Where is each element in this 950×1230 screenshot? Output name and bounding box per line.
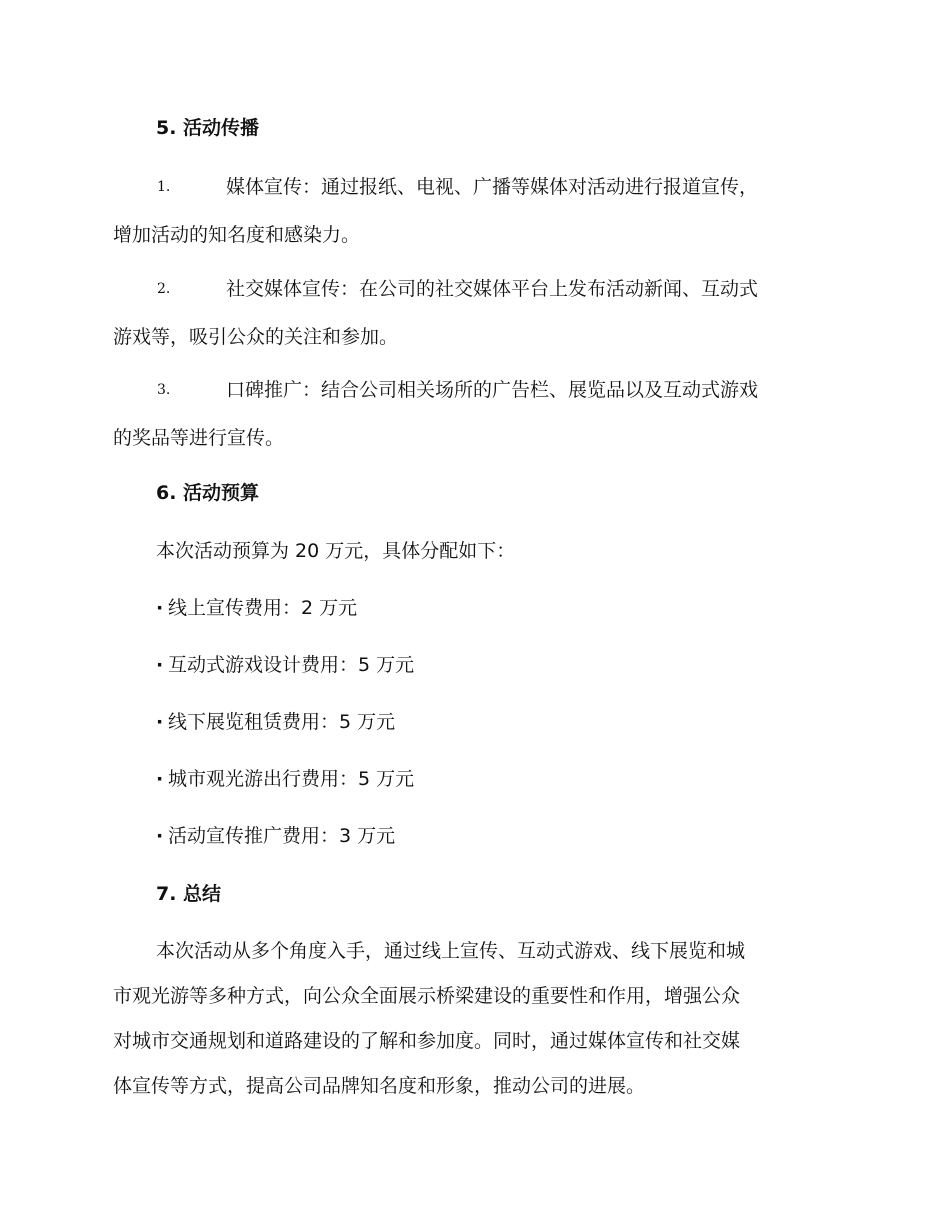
item-text-line1: 社交媒体宣传：在公司的社交媒体平台上发布活动新闻、互动式 [226,278,759,300]
bullet-text: 活动宣传推广费用：3 万元 [168,825,396,847]
summary-line: 市观光游等多种方式，向公众全面展示桥梁建设的重要性和作用，增强公众 [113,985,741,1007]
bullet-dot: · [156,768,164,790]
budget-bullet-3 [156,708,395,736]
section-heading-6: 6. 活动预算 [156,482,260,504]
summary-line: 体宣传等方式，提高公司品牌知名度和形象，推动公司的进展。 [113,1075,646,1097]
bullet-dot: · [156,654,164,676]
item-text-line2: 增加活动的知名度和感染力。 [113,224,361,246]
summary-line: 本次活动从多个角度入手，通过线上宣传、互动式游戏、线下展览和城 [156,940,746,962]
bullet-text: 城市观光游出行费用：5 万元 [168,768,415,790]
bullet-dot: · [156,711,164,733]
numbered-item-3 [113,366,835,462]
bullet-text: 线上宣传费用：2 万元 [168,597,358,619]
item-number: 3. [157,382,171,398]
summary-paragraph [113,929,835,1109]
budget-bullet-4 [156,765,414,793]
bullet-text: 互动式游戏设计费用：5 万元 [168,654,415,676]
item-text-line2: 的奖品等进行宣传。 [113,427,285,449]
item-text-line1: 媒体宣传：通过报纸、电视、广播等媒体对活动进行报道宣传， [226,176,759,198]
budget-intro: 本次活动预算为 20 万元，具体分配如下： [156,540,516,562]
bullet-dot: · [156,597,164,619]
budget-bullet-2 [156,651,414,679]
bullet-dot: · [156,825,164,847]
item-text-line2: 游戏等，吸引公众的关注和参加。 [113,326,399,348]
budget-bullet-1 [156,594,357,622]
section-heading-5: 5. 活动传播 [156,117,260,139]
item-number: 1. [157,179,171,195]
budget-bullet-5 [156,822,395,850]
item-number: 2. [157,281,171,297]
summary-line: 对城市交通规划和道路建设的了解和参加度。同时，通过媒体宣传和社交媒 [113,1030,741,1052]
section-heading-7: 7. 总结 [156,883,222,905]
item-text-line1: 口碑推广：结合公司相关场所的广告栏、展览品以及互动式游戏 [226,379,759,401]
numbered-item-2 [113,265,835,361]
bullet-text: 线下展览租赁费用：5 万元 [168,711,396,733]
numbered-item-1 [113,163,835,259]
